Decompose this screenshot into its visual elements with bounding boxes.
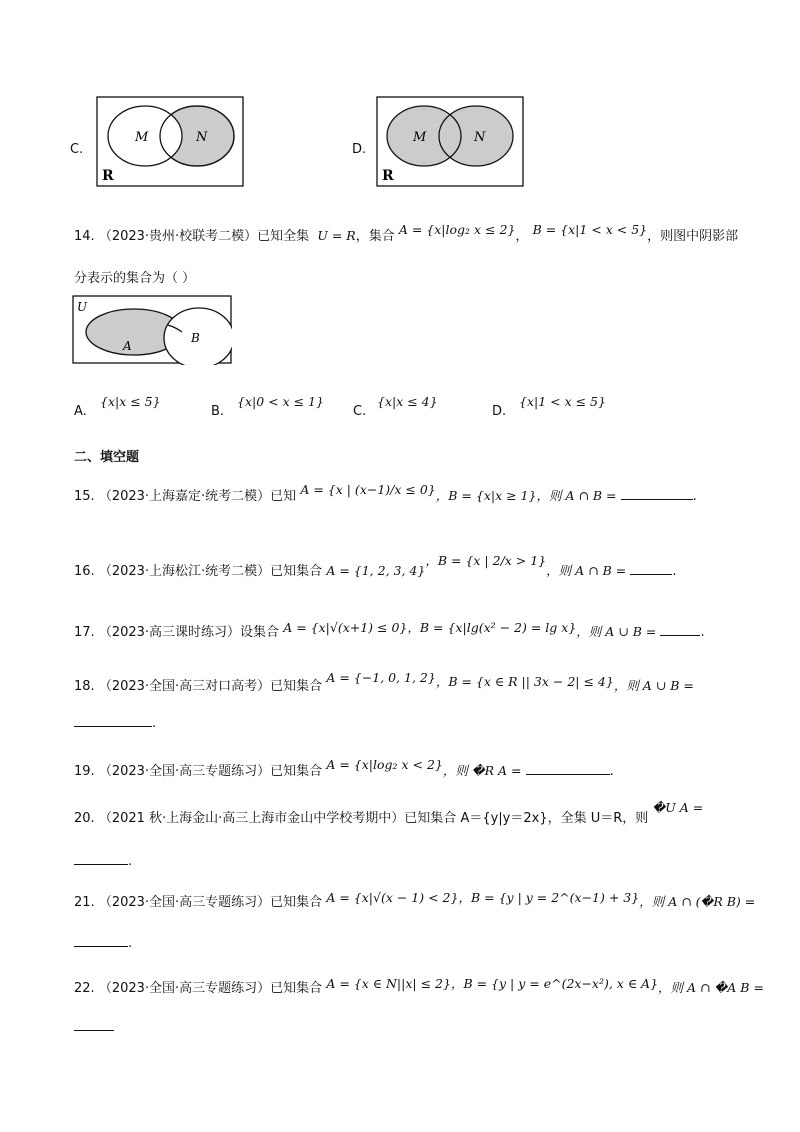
section-title: 二、填空题 (74, 450, 140, 465)
option-a-label[interactable]: A. (74, 404, 87, 419)
question-22 (74, 977, 764, 996)
universe-label: U (77, 300, 88, 314)
option-c-label[interactable]: C. (353, 404, 367, 419)
set-n-label: N (474, 130, 486, 145)
venn-diagram-option-c (96, 96, 244, 187)
set-m-label: M (135, 130, 149, 145)
set-b-label: B (191, 331, 200, 345)
question-source: （2023·上海松江·统考二模）已知集合 (98, 564, 323, 579)
question-number: 21. (74, 895, 95, 910)
question-14-line1 (74, 222, 739, 244)
answer-blank[interactable] (74, 714, 152, 727)
venn-diagram-option-d (376, 96, 524, 187)
question-21 (74, 891, 755, 910)
question-tail: ，则 �R A = (442, 763, 522, 778)
math-set-b: B = {x|1 < x < 5} (532, 222, 648, 237)
math-set-b: ，B = {x|x ≥ 1} (435, 488, 537, 503)
question-tail: ，则 A ∩ �A B = (658, 980, 764, 995)
question-tail: ，则 A ∪ B = (576, 624, 657, 639)
question-16 (74, 553, 677, 579)
set-a-label: A (123, 339, 132, 353)
option-b-value[interactable]: {x|0 < x ≤ 1} (237, 394, 324, 409)
set-n-label: N (196, 130, 208, 145)
period: . (128, 854, 133, 869)
answer-blank[interactable] (74, 852, 128, 865)
question-22-line2 (74, 1018, 114, 1035)
period: . (128, 936, 133, 951)
question-number: 17. (74, 625, 95, 640)
math-set-a: A = {x|log₂ x < 2} (326, 757, 443, 772)
option-b-label[interactable]: B. (211, 404, 225, 419)
question-source: （2023·全国·高三对口高考）已知集合 (98, 679, 323, 694)
question-18 (74, 670, 694, 694)
math-set-a: A = {1, 2, 3, 4} (326, 563, 426, 578)
answer-blank[interactable] (74, 1018, 114, 1031)
question-number: 22. (74, 981, 95, 996)
question-19 (74, 757, 614, 779)
option-a-value[interactable]: {x|x ≤ 5} (100, 394, 161, 409)
question-17 (74, 621, 705, 640)
question-source: （2023·高三课时练习）设集合 (98, 625, 280, 640)
question-tail: ，则 A ∪ B = (613, 678, 694, 693)
question-number: 15. (74, 489, 95, 504)
answer-blank[interactable] (630, 562, 672, 575)
question-15 (74, 482, 697, 504)
answer-blank[interactable] (74, 934, 128, 947)
question-source: （2023·全国·高三专题练习）已知集合 (98, 764, 323, 779)
period: . (692, 489, 697, 504)
set-m-label: M (413, 130, 427, 145)
answer-blank[interactable] (621, 487, 693, 500)
universe-label: R (102, 168, 114, 184)
question-number: 19. (74, 764, 95, 779)
question-number: 20. (74, 811, 95, 826)
question-tail: ，则 A ∩ B = (536, 488, 617, 503)
period: . (700, 625, 705, 640)
venn-diagram-q14 (72, 295, 232, 365)
question-source: （2023·上海嘉定·统考二模）已知 (98, 489, 297, 504)
math-set-b: ，B = {x|lg(x² − 2) = lg x} (407, 620, 577, 635)
question-source: （2023·全国·高三专题练习）已知集合 (98, 895, 323, 910)
question-text: ，集合 (355, 229, 395, 244)
question-tail: ，则 A ∩ (�R B) = (639, 894, 756, 909)
math-set-a: A = {−1, 0, 1, 2} (326, 670, 436, 685)
math-set-b: ，B = {y | y = 2^(x−1) + 3} (458, 890, 640, 905)
math-set-b: ，B = {x | 2/x > 1} (425, 553, 547, 568)
question-14-line2: 分表示的集合为（ ） (74, 271, 196, 286)
math-set-b: ，B = {y | y = e^(2x−x²), x ∈ A} (450, 976, 659, 991)
question-text: ，则图中阴影部 (647, 229, 739, 244)
math-set-b: ，B = {x ∈ R || 3x − 2| ≤ 4} (435, 674, 614, 689)
question-20-line2 (74, 852, 132, 869)
option-d-value[interactable]: {x|1 < x ≤ 5} (519, 394, 606, 409)
question-tail: �U A = (652, 800, 704, 815)
period: . (609, 764, 614, 779)
math-set-a: A = {x | (x−1)/x ≤ 0} (300, 482, 436, 497)
math-universal-set: U = R (317, 228, 356, 243)
option-c-label: C. (70, 142, 84, 157)
question-21-line2 (74, 934, 132, 951)
math-set-a: A = {x|log₂ x ≤ 2} (398, 222, 516, 237)
math-set-a: A = {x|√(x − 1) < 2} (326, 890, 459, 905)
question-tail: ，则 A ∩ B = (546, 563, 627, 578)
math-set-a: A = {x|√(x+1) ≤ 0} (283, 620, 408, 635)
option-d-label: D. (352, 142, 367, 157)
option-c-value[interactable]: {x|x ≤ 4} (377, 394, 438, 409)
question-number: 14. (74, 229, 95, 244)
question-source: （2023·贵州·校联考二模）已知全集 (98, 229, 310, 244)
question-20 (74, 800, 704, 826)
separator: ， (515, 229, 529, 244)
question-source: （2023·全国·高三专题练习）已知集合 (98, 981, 323, 996)
universe-label: R (382, 168, 394, 184)
question-number: 16. (74, 564, 95, 579)
question-number: 18. (74, 679, 95, 694)
period: . (152, 716, 157, 731)
question-18-line2 (74, 714, 156, 731)
math-set-a: A = {x ∈ N||x| ≤ 2} (326, 976, 451, 991)
answer-blank[interactable] (660, 623, 700, 636)
answer-blank[interactable] (526, 762, 610, 775)
option-d-label[interactable]: D. (492, 404, 507, 419)
question-source: （2021 秋·上海金山·高三上海市金山中学校考期中）已知集合 A＝{y|y＝2x}，全集 U＝R，则 (98, 811, 649, 826)
period: . (672, 564, 677, 579)
